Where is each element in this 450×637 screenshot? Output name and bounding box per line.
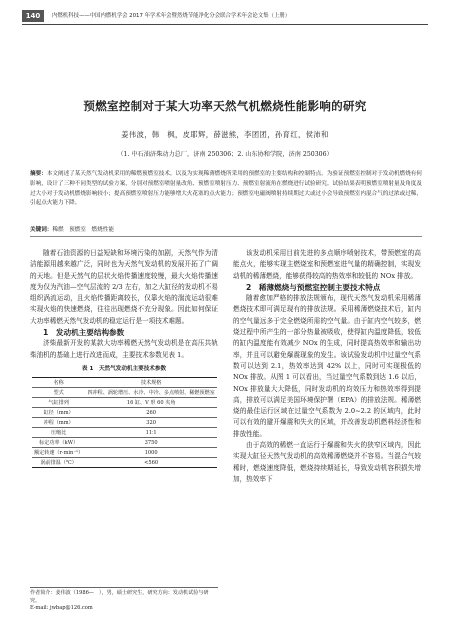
keywords-label: 关键词： xyxy=(30,227,53,233)
abstract-text: 本文阐述了某天然气发动机采用的稀燃预燃室技术，以及为实现稀薄燃烧所采用的预燃室的主要结构和控制特点。为验证预燃室控制对于发动机燃烧有何影响，设计了三种不同类型的试验方案，分别对预燃室喷射量改角、预燃室喷射压力、预燃室射流角在燃烧进行试验研究。试验结果表明预燃室喷射量及角度及过大小对于发动机燃烧影响较小；提高预燃室喷射压力能够增大火花塞的点火能力；预燃室电磁阀喷射持续期过大或过小会导致预燃室内混合气的过浓或过稀，引起点火能力下降。 xyxy=(30,171,422,207)
abstract-divider xyxy=(30,236,422,237)
table-row xyxy=(32,458,217,468)
table-row xyxy=(32,438,217,448)
table-cell: 标定功率（kW） xyxy=(32,438,85,448)
table-header-cell: 技术规格 xyxy=(85,378,217,388)
paper-title: 预燃室控制对于某大功率天然气机燃烧性能影响的研究 xyxy=(83,99,367,113)
table-cell: 冲程（mm） xyxy=(32,418,85,428)
engine-spec-table xyxy=(32,377,217,468)
table-row xyxy=(32,408,217,418)
left-column xyxy=(30,248,218,468)
keywords xyxy=(30,225,422,233)
table-row xyxy=(32,388,217,398)
abstract xyxy=(30,170,422,209)
running-header xyxy=(22,10,428,25)
table-row xyxy=(32,418,217,428)
table-cell: 气缸排列 xyxy=(32,398,85,408)
table-cell: 1000 xyxy=(85,448,217,458)
page-number: 140 xyxy=(22,10,44,22)
footnote xyxy=(30,587,218,613)
table-caption: 表 1 天然气发动机主要技术参数 xyxy=(81,365,167,372)
table-cell: 缸径（mm） xyxy=(32,408,85,418)
right-paragraph-3: 由于高效的稀燃一直运行于爆震和失火的狭窄区域内，因此实现大缸径天然气发动机的高效稀薄燃烧并不容易。当混合气较稀时，燃烧速度降低，燃烧持续期延长，导致发动机容积损失增加，热效率下 xyxy=(233,441,421,483)
section-1-title: 1 发动机主要结构参数 xyxy=(43,328,125,338)
table-cell: 11∶1 xyxy=(85,428,217,438)
table-row xyxy=(32,428,217,438)
abstract-label: 摘要： xyxy=(30,171,47,177)
right-column xyxy=(233,248,421,485)
table-cell: 320 xyxy=(85,418,217,428)
section-1-paragraph: 济柴最新开发的某款大功率稀燃天然气发动机是在高压共轨柴油机的基础上进行改进而成，主要技术参数见表 1。 xyxy=(30,339,218,359)
table-header-cell: 名称 xyxy=(32,378,85,388)
table-cell: 额定转速（r·min⁻¹） xyxy=(32,448,85,458)
affiliation: （1. 中石油济柴动力总厂，济南 250306；2. 山东协和学院，济南 250306） xyxy=(117,151,333,158)
author-list: 姜伟波，韩 枫，皮耶辉，薛滋熊，李团团，孙育红，侯沛和 xyxy=(121,130,329,139)
table-cell: <560 xyxy=(85,458,217,468)
running-head-text: 内燃机科技——中国内燃机学会 2017 年学术年会暨然烧节能净化分会联合学术年会论文集（上册） xyxy=(52,13,291,19)
table-row xyxy=(32,398,217,408)
right-paragraph-2: 随着愈加严格的排放法规颁布，现代天然气发动机采用稀薄燃烧技术即可满足现有的排放法规。采用稀薄燃烧技术后，缸内的空气量远多于完全燃烧所需的空气量。由于缸内空气较多，燃烧过程中所产生的一部分热量被吸收，使得缸内温度降低，较低的缸内温度能有效减少 NOx 的生成，同时提高热效率和输出功率，并且可以避免爆震现象的发生。该试验发动机中过量空气系数可以达到 2.1，热效率达到 42% 以上，同时可实现极低的 NOx 排放。从图 1 可以看出，当过量空气系数到达 1.6 以后，NOx 排放量大大降低，同时发动机的均效压力和热效率得到提高，排放可以满足美国环境保护署（EPA）的排放法规。稀薄燃烧的最佳运行区域在过量空气系数为 2.0~2.2 的区域内，此时可以有效的避开爆震和失火的区域，并改善发动机燃料经济性和排放性能。 xyxy=(233,294,421,438)
table-cell: 型式 xyxy=(32,388,85,398)
footnote-email: E-mail: jwbap@126.com xyxy=(30,605,93,612)
table-cell: 16 缸、V 形 60 夹角 xyxy=(85,398,217,408)
intro-paragraph: 随着石油资源的日益短缺和环境污染的加剧，天然气作为清洁能源用越来越广泛，同时也为天然气发动机的发展开拓了广阔的天地。但是天然气的层状火焰传播速度较慢，最大火焰传播速度为仅为汽油—空气层流的 2/3 左右，加之大缸径的发动机不易组织涡流运动，且火焰传播距离较长，仅靠火焰的湍流运动很难实现火焰的快速燃烧，往往出现燃烧不充分现象。因此如何保证大功率稀燃天然气发动机的稳定运行是一项技术难题。 xyxy=(30,249,218,325)
keywords-text: 稀燃 预燃室 燃烧性能 xyxy=(52,227,114,233)
table-cell: 四冲程、涡轮增压、水冷、中冷、多点喷射、稀燃预燃室 xyxy=(85,388,217,398)
table-header-row xyxy=(32,378,217,388)
right-paragraph-1: 该发动机采用目前先进的多点顺序喷射技术，带预燃室的高能点火，能够实现主燃烧室和预燃室进气量的精确控制，实现发动机的稀薄燃烧，能够获得较高的热效率和较低的 NOx 排放。 xyxy=(233,249,421,280)
table-cell: 260 xyxy=(85,408,217,418)
table-cell: 涡前排温（℃） xyxy=(32,458,85,468)
table-cell: 压缩比 xyxy=(32,428,85,438)
footnote-author: 作者简介：姜伟波（1986— ），男，硕士研究生，研究方向：发动机试验与研究。 xyxy=(30,590,209,604)
table-row xyxy=(32,448,217,458)
table-cell: 3750 xyxy=(85,438,217,448)
section-2-title: 2 稀薄燃烧与预燃室控制主要技术特点 xyxy=(246,282,381,292)
